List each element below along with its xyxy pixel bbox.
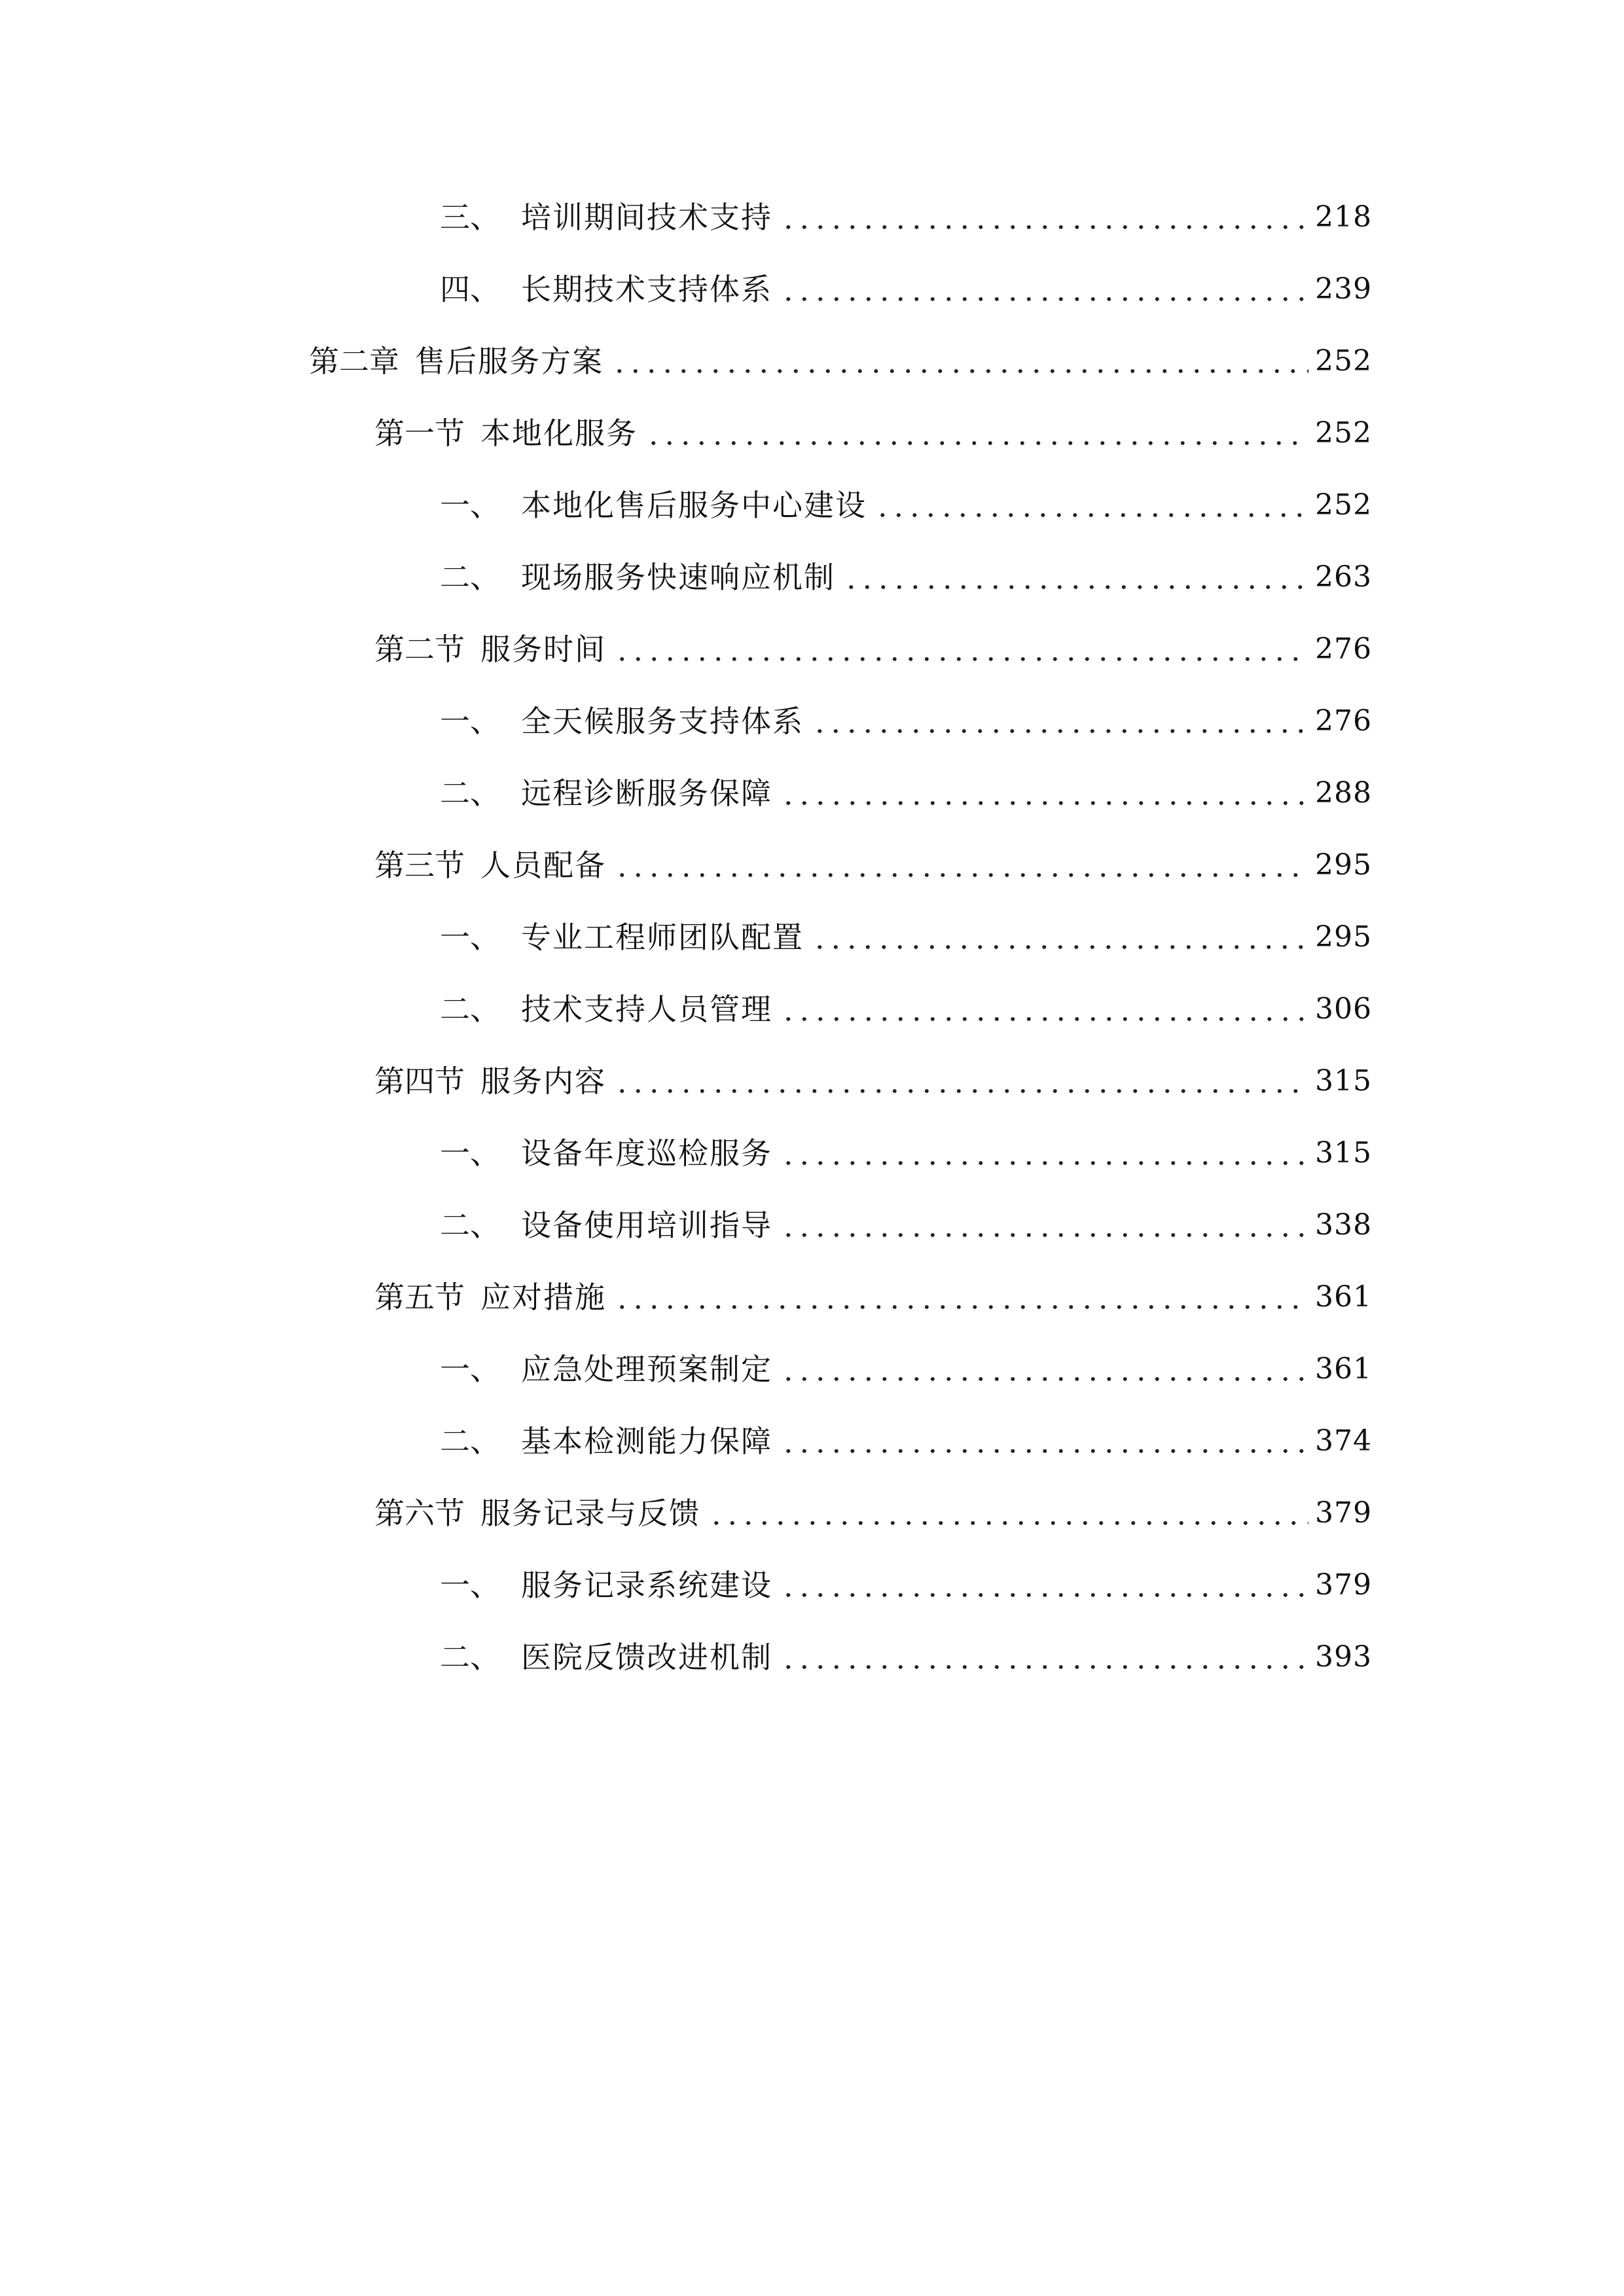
- dot-leader: [812, 911, 1308, 963]
- toc-entry-title: 远程诊断服务保障: [521, 776, 772, 811]
- toc-entry-number: 第五节: [374, 1280, 465, 1315]
- toc-entry-title: 人员配备: [480, 848, 606, 883]
- toc-entry-number: 二、: [440, 1424, 500, 1459]
- toc-entry-section[interactable]: [374, 1055, 1372, 1107]
- toc-entry-title: 服务记录系统建设: [521, 1568, 772, 1603]
- toc-entry-page-number: 379: [1315, 1496, 1372, 1530]
- toc-entry[interactable]: [440, 191, 1372, 243]
- toc-entry-page-number: 263: [1315, 560, 1372, 594]
- toc-entry-title: 售后服务方案: [415, 344, 604, 379]
- toc-entry-section[interactable]: [374, 1271, 1372, 1323]
- toc-entry-page-number: 361: [1315, 1352, 1372, 1386]
- toc-entry-number: 一、: [440, 1136, 500, 1171]
- toc-entry-title: 医院反馈改进机制: [521, 1640, 772, 1675]
- toc-entry[interactable]: [440, 1559, 1372, 1611]
- toc-entry[interactable]: [440, 1631, 1372, 1683]
- toc-entry-number: 第六节: [374, 1496, 465, 1531]
- dot-leader: [780, 1127, 1308, 1179]
- toc-entry-number: 一、: [440, 704, 500, 739]
- toc-entry-page-number: 315: [1315, 1064, 1372, 1098]
- toc-entry-number: 一、: [440, 488, 500, 523]
- toc-entry-title: 本地化售后服务中心建设: [521, 488, 867, 523]
- toc-entry-chapter[interactable]: [309, 335, 1372, 387]
- toc-entry-page-number: 276: [1315, 704, 1372, 738]
- toc-entry-page-number: 306: [1315, 992, 1372, 1026]
- dot-leader: [780, 1415, 1308, 1467]
- toc-entry[interactable]: [440, 695, 1372, 747]
- toc-entry-title: 培训期间技术支持: [521, 200, 772, 235]
- dot-leader: [614, 1055, 1308, 1107]
- toc-entry[interactable]: [440, 911, 1372, 963]
- toc-entry[interactable]: [440, 767, 1372, 819]
- toc-entry-title: 现场服务快速响应机制: [521, 560, 835, 595]
- toc-entry-page-number: 295: [1315, 920, 1372, 954]
- toc-entry-number: 二、: [440, 1208, 500, 1243]
- toc-entry-number: 一、: [440, 1352, 500, 1387]
- toc-entry-title: 全天候服务支持体系: [521, 704, 804, 739]
- toc-entry-number: 三、: [440, 200, 500, 235]
- toc-entry-number: 第三节: [374, 848, 465, 883]
- toc-entry[interactable]: [440, 1415, 1372, 1467]
- dot-leader: [843, 551, 1308, 603]
- toc-entry-section[interactable]: [374, 407, 1372, 459]
- toc-entry-page-number: 315: [1315, 1136, 1372, 1170]
- toc-entry-title: 技术支持人员管理: [521, 992, 772, 1027]
- toc-entry-number: 第二节: [374, 632, 465, 667]
- toc-entry[interactable]: [440, 551, 1372, 603]
- toc-entry-number: 一、: [440, 1568, 500, 1603]
- dot-leader: [812, 695, 1308, 747]
- toc-entry-title: 应对措施: [480, 1280, 606, 1315]
- toc-entry-title: 服务内容: [480, 1064, 606, 1099]
- dot-leader: [614, 623, 1308, 675]
- toc-entry-page-number: 361: [1315, 1280, 1372, 1314]
- dot-leader: [708, 1487, 1308, 1539]
- toc-entry-page-number: 379: [1315, 1568, 1372, 1602]
- toc-entry-number: 二、: [440, 776, 500, 811]
- dot-leader: [780, 1343, 1308, 1395]
- toc-entry-title: 长期技术支持体系: [521, 272, 772, 307]
- toc-entry-page-number: 393: [1315, 1640, 1372, 1674]
- dot-leader: [780, 767, 1308, 819]
- dot-leader: [780, 1199, 1308, 1251]
- toc-entry-page-number: 252: [1315, 416, 1372, 450]
- toc-entry-page-number: 252: [1315, 344, 1372, 378]
- dot-leader: [875, 479, 1308, 531]
- toc-entry-page-number: 218: [1315, 200, 1372, 234]
- toc-entry-title: 本地化服务: [480, 416, 638, 451]
- toc-entry-title: 专业工程师团队配置: [521, 920, 804, 955]
- toc-entry-page-number: 252: [1315, 488, 1372, 522]
- toc-entry-number: 四、: [440, 272, 500, 307]
- toc-entry-number: 第一节: [374, 416, 465, 451]
- toc-entry-section[interactable]: [374, 839, 1372, 891]
- dot-leader: [780, 263, 1308, 315]
- toc-entry-title: 基本检测能力保障: [521, 1424, 772, 1459]
- toc-entry[interactable]: [440, 983, 1372, 1035]
- toc-entry[interactable]: [440, 479, 1372, 531]
- toc-entry[interactable]: [440, 1127, 1372, 1179]
- toc-entry-title: 服务记录与反馈: [480, 1496, 700, 1531]
- toc-entry-number: 一、: [440, 920, 500, 955]
- dot-leader: [611, 335, 1308, 387]
- dot-leader: [780, 1631, 1308, 1683]
- toc-entry-title: 设备年度巡检服务: [521, 1136, 772, 1171]
- toc-entry-number: 第二章: [309, 344, 399, 379]
- toc-entry-number: 二、: [440, 560, 500, 595]
- toc-entry-title: 服务时间: [480, 632, 606, 667]
- toc-entry-number: 第四节: [374, 1064, 465, 1099]
- toc-entry-page-number: 288: [1315, 776, 1372, 810]
- dot-leader: [780, 983, 1308, 1035]
- toc-entry-title: 设备使用培训指导: [521, 1208, 772, 1243]
- toc-entry[interactable]: [440, 1199, 1372, 1251]
- toc-entry-page-number: 276: [1315, 632, 1372, 666]
- toc-entry-page-number: 295: [1315, 848, 1372, 882]
- toc-entry-page-number: 239: [1315, 272, 1372, 306]
- toc-entry-page-number: 374: [1315, 1424, 1372, 1458]
- dot-leader: [780, 191, 1308, 243]
- toc-entry-page-number: 338: [1315, 1208, 1372, 1242]
- toc-entry-section[interactable]: [374, 623, 1372, 675]
- toc-entry[interactable]: [440, 263, 1372, 315]
- toc-entry-title: 应急处理预案制定: [521, 1352, 772, 1387]
- dot-leader: [614, 1271, 1308, 1323]
- dot-leader: [780, 1559, 1308, 1611]
- toc-entry-number: 二、: [440, 1640, 500, 1675]
- dot-leader: [614, 839, 1308, 891]
- dot-leader: [645, 407, 1308, 459]
- toc-entry-number: 二、: [440, 992, 500, 1027]
- toc-entry-section[interactable]: [374, 1487, 1372, 1539]
- toc-entry[interactable]: [440, 1343, 1372, 1395]
